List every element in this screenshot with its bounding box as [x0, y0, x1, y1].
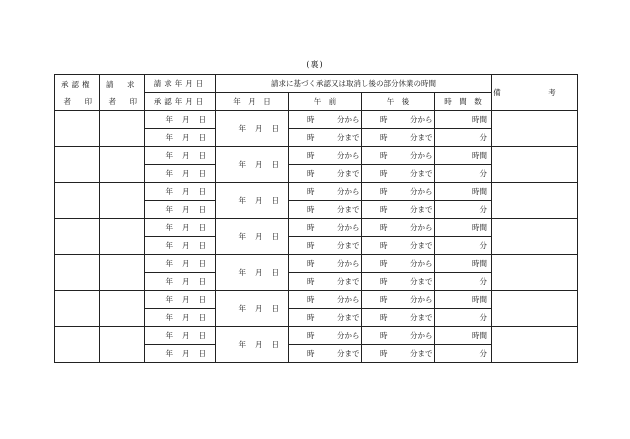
page-title: (裏): [306, 60, 324, 69]
table-row: [55, 111, 578, 129]
table-row: [55, 183, 578, 201]
pm-start-cell[interactable]: 時 分から: [362, 255, 435, 273]
table-row: [55, 219, 578, 237]
table-row: [55, 255, 578, 273]
leave-date-cell[interactable]: 年 月 日: [216, 147, 289, 183]
approval-date-cell[interactable]: 年 月 日: [145, 345, 216, 363]
requester-seal-cell[interactable]: [100, 111, 145, 147]
table-row: [55, 147, 578, 165]
am-end-cell[interactable]: 時 分まで: [289, 237, 362, 255]
minutes-cell[interactable]: 分: [435, 237, 492, 255]
request-date-cell[interactable]: 年 月 日: [145, 183, 216, 201]
am-start-cell[interactable]: 時 分から: [289, 327, 362, 345]
am-end-cell[interactable]: 時 分まで: [289, 345, 362, 363]
request-date-header: 請求年月日: [145, 75, 216, 93]
minutes-cell[interactable]: 分: [435, 309, 492, 327]
hours-cell[interactable]: 時間: [435, 219, 492, 237]
am-end-cell[interactable]: 時 分まで: [289, 165, 362, 183]
leave-date-cell[interactable]: 年 月 日: [216, 111, 289, 147]
am-end-cell[interactable]: 時 分まで: [289, 201, 362, 219]
hours-cell[interactable]: 時間: [435, 327, 492, 345]
am-start-cell[interactable]: 時 分から: [289, 111, 362, 129]
am-start-cell[interactable]: 時 分から: [289, 183, 362, 201]
leave-date-cell[interactable]: 年 月 日: [216, 291, 289, 327]
approver-seal-cell[interactable]: [55, 219, 100, 255]
am-start-cell[interactable]: 時 分から: [289, 255, 362, 273]
remarks-cell[interactable]: [492, 291, 578, 327]
pm-end-cell[interactable]: 時 分まで: [362, 165, 435, 183]
approver-seal-cell[interactable]: [55, 111, 100, 147]
date-col-header: 年 月 日: [216, 93, 289, 111]
remarks-cell[interactable]: [492, 219, 578, 255]
remarks-header: 備 考: [492, 75, 578, 111]
minutes-cell[interactable]: 分: [435, 129, 492, 147]
approver-seal-header: 承認権 者 印: [55, 75, 100, 111]
request-date-cell[interactable]: 年 月 日: [145, 147, 216, 165]
pm-end-cell[interactable]: 時 分まで: [362, 237, 435, 255]
am-start-cell[interactable]: 時 分から: [289, 147, 362, 165]
approval-date-cell[interactable]: 年 月 日: [145, 273, 216, 291]
approval-date-cell[interactable]: 年 月 日: [145, 309, 216, 327]
leave-date-cell[interactable]: 年 月 日: [216, 327, 289, 363]
pm-end-cell[interactable]: 時 分まで: [362, 273, 435, 291]
request-date-cell[interactable]: 年 月 日: [145, 219, 216, 237]
approval-date-header: 承認年月日: [145, 93, 216, 111]
hours-cell[interactable]: 時間: [435, 111, 492, 129]
remarks-cell[interactable]: [492, 183, 578, 219]
am-col-header: 午 前: [289, 93, 362, 111]
hours-cell[interactable]: 時間: [435, 255, 492, 273]
requester-seal-header: 請 求 者 印: [100, 75, 145, 111]
pm-start-cell[interactable]: 時 分から: [362, 183, 435, 201]
remarks-cell[interactable]: [492, 327, 578, 363]
minutes-cell[interactable]: 分: [435, 201, 492, 219]
approver-seal-cell[interactable]: [55, 327, 100, 363]
pm-start-cell[interactable]: 時 分から: [362, 111, 435, 129]
request-date-cell[interactable]: 年 月 日: [145, 291, 216, 309]
pm-start-cell[interactable]: 時 分から: [362, 327, 435, 345]
am-end-cell[interactable]: 時 分まで: [289, 309, 362, 327]
requester-seal-cell[interactable]: [100, 255, 145, 291]
leave-date-cell[interactable]: 年 月 日: [216, 219, 289, 255]
remarks-cell[interactable]: [492, 147, 578, 183]
pm-end-cell[interactable]: 時 分まで: [362, 201, 435, 219]
approver-seal-cell[interactable]: [55, 255, 100, 291]
pm-start-cell[interactable]: 時 分から: [362, 147, 435, 165]
leave-record-table: [54, 74, 578, 363]
pm-end-cell[interactable]: 時 分まで: [362, 345, 435, 363]
minutes-cell[interactable]: 分: [435, 165, 492, 183]
minutes-cell[interactable]: 分: [435, 273, 492, 291]
leave-date-cell[interactable]: 年 月 日: [216, 255, 289, 291]
table-row: [55, 291, 578, 309]
span-title-header: 請求に基づく承認又は取消し後の部分休業の時間: [216, 75, 492, 93]
pm-end-cell[interactable]: 時 分まで: [362, 129, 435, 147]
requester-seal-cell[interactable]: [100, 327, 145, 363]
request-date-cell[interactable]: 年 月 日: [145, 111, 216, 129]
approver-seal-cell[interactable]: [55, 147, 100, 183]
minutes-cell[interactable]: 分: [435, 345, 492, 363]
hours-cell[interactable]: 時間: [435, 147, 492, 165]
approval-date-cell[interactable]: 年 月 日: [145, 201, 216, 219]
header-row-1: [55, 75, 578, 93]
am-start-cell[interactable]: 時 分から: [289, 291, 362, 309]
hours-cell[interactable]: 時間: [435, 291, 492, 309]
hours-col-header: 時 間 数: [435, 93, 492, 111]
approval-date-cell[interactable]: 年 月 日: [145, 237, 216, 255]
requester-seal-cell[interactable]: [100, 219, 145, 255]
approval-date-cell[interactable]: 年 月 日: [145, 129, 216, 147]
am-end-cell[interactable]: 時 分まで: [289, 273, 362, 291]
requester-seal-cell[interactable]: [100, 147, 145, 183]
approval-date-cell[interactable]: 年 月 日: [145, 165, 216, 183]
am-start-cell[interactable]: 時 分から: [289, 219, 362, 237]
requester-seal-cell[interactable]: [100, 291, 145, 327]
leave-date-cell[interactable]: 年 月 日: [216, 183, 289, 219]
requester-seal-cell[interactable]: [100, 183, 145, 219]
pm-col-header: 午 後: [362, 93, 435, 111]
request-date-cell[interactable]: 年 月 日: [145, 327, 216, 345]
remarks-cell[interactable]: [492, 111, 578, 147]
pm-end-cell[interactable]: 時 分まで: [362, 309, 435, 327]
request-date-cell[interactable]: 年 月 日: [145, 255, 216, 273]
table-row: [55, 327, 578, 345]
remarks-cell[interactable]: [492, 255, 578, 291]
am-end-cell[interactable]: 時 分まで: [289, 129, 362, 147]
approver-seal-cell[interactable]: [55, 183, 100, 219]
approver-seal-cell[interactable]: [55, 291, 100, 327]
hours-cell[interactable]: 時間: [435, 183, 492, 201]
pm-start-cell[interactable]: 時 分から: [362, 219, 435, 237]
pm-start-cell[interactable]: 時 分から: [362, 291, 435, 309]
